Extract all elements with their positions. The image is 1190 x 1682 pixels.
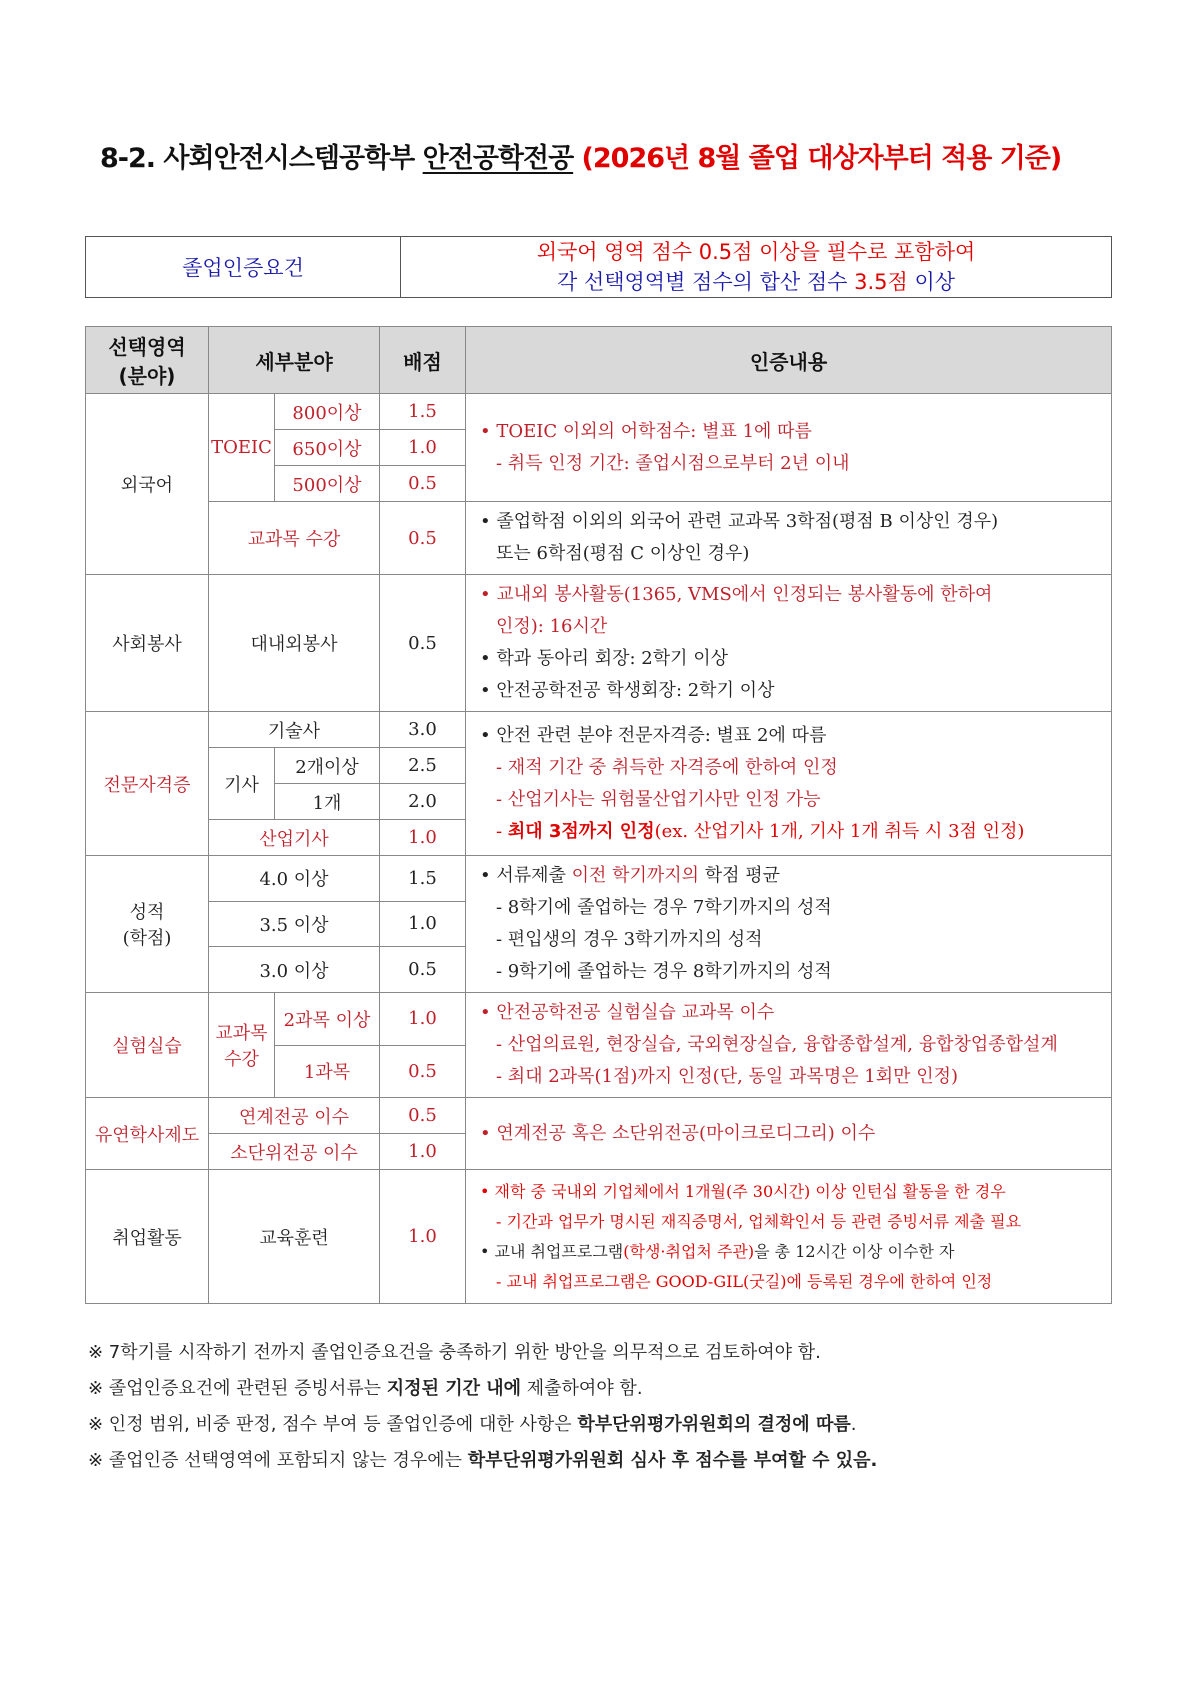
points: 1.0 xyxy=(380,430,466,466)
flex-content: • 연계전공 혹은 소단위전공(마이크로디그리) 이수 xyxy=(466,1098,1112,1170)
cert-sub: 2개이상 xyxy=(275,748,380,784)
flex-sub: 연계전공 이수 xyxy=(209,1098,380,1134)
foreign-course: 교과목 수강 xyxy=(209,502,380,575)
grade-sub: 3.5 이상 xyxy=(209,901,380,947)
grade-sub: 4.0 이상 xyxy=(209,856,380,902)
cert-group-gisa: 기사 xyxy=(209,748,275,820)
notes xyxy=(88,1335,877,1479)
points: 1.5 xyxy=(380,856,466,902)
table-row xyxy=(86,712,1112,748)
points: 0.5 xyxy=(380,1045,466,1098)
requirement-total-score: 3.5점 xyxy=(854,270,908,294)
header-content: 인증내용 xyxy=(466,327,1112,394)
requirement-value xyxy=(401,237,1112,298)
toeic-label: TOEIC xyxy=(209,394,275,502)
points: 1.0 xyxy=(380,901,466,947)
area-foreign: 외국어 xyxy=(86,394,209,575)
job-sub: 교육훈련 xyxy=(209,1170,380,1304)
points: 0.5 xyxy=(380,502,466,575)
job-content: • 재학 중 국내외 기업체에서 1개월(주 30시간) 이상 인턴십 활동을 한 경우 - 기간과 업무가 명시된 재직증명서, 업체확인서 등 관련 증빙서류 제출 필요 • 교내 취업프로그램(학생·취업처 주관)을 총 12시간 이상 이수한 자 - 교내 취업프로그램은 GOOD-GIL(굿길)에 등록된 경우에 한하여 인정 xyxy=(466,1170,1112,1304)
table-row xyxy=(86,394,1112,430)
grade-sub: 3.0 이상 xyxy=(209,947,380,993)
graduation-requirement-box xyxy=(85,236,1112,298)
points: 1.0 xyxy=(380,820,466,856)
header-subfield: 세부분야 xyxy=(209,327,380,394)
toeic-level: 650이상 xyxy=(275,430,380,466)
note-item: ※ 7학기를 시작하기 전까지 졸업인증요건을 충족하기 위한 방안을 의무적으로 검토하여야 함. xyxy=(88,1342,821,1363)
lab-content: • 안전공학전공 실험실습 교과목 이수 - 산업의료원, 현장실습, 국외현장실습, 융합종합설계, 융합창업종합설계 - 최대 2과목(1점)까지 인정(단, 동일 과목명은 1회만 인정) xyxy=(466,993,1112,1098)
area-lab: 실험실습 xyxy=(86,993,209,1098)
title-prefix: 8-2. 사회안전시스템공학부 xyxy=(100,143,423,174)
points: 1.5 xyxy=(380,394,466,430)
points: 0.5 xyxy=(380,466,466,502)
area-service: 사회봉사 xyxy=(86,575,209,712)
table-row xyxy=(86,856,1112,902)
foreign-content: • TOEIC 이외의 어학점수: 별표 1에 따름 - 취득 인정 기간: 졸업시점으로부터 2년 이내 xyxy=(466,394,1112,502)
page-title xyxy=(100,136,1061,175)
points: 2.5 xyxy=(380,748,466,784)
points: 0.5 xyxy=(380,947,466,993)
toeic-level: 800이상 xyxy=(275,394,380,430)
foreign-course-content: • 졸업학점 이외의 외국어 관련 교과목 3학점(평점 B 이상인 경우) 또는 6학점(평점 C 이상인 경우) xyxy=(466,502,1112,575)
toeic-level: 500이상 xyxy=(275,466,380,502)
points: 3.0 xyxy=(380,712,466,748)
points: 0.5 xyxy=(380,575,466,712)
header-area: 선택영역 (분야) xyxy=(86,327,209,394)
table-row xyxy=(86,1170,1112,1304)
requirement-line-1: 외국어 영역 점수 0.5점 이상을 필수로 포함하여 xyxy=(536,240,976,264)
points: 1.0 xyxy=(380,1170,466,1304)
cert-content: • 안전 관련 분야 전문자격증: 별표 2에 따름 - 재적 기간 중 취득한 자격증에 한하여 인정 - 산업기사는 위험물산업기사만 인정 가능 - 최대 3점까지 인정(ex. 산업기사 1개, 기사 1개 취득 시 3점 인정) xyxy=(466,712,1112,856)
certification-table xyxy=(85,326,1112,1304)
area-flex: 유연학사제도 xyxy=(86,1098,209,1170)
grades-content: • 서류제출 이전 학기까지의 학점 평균 - 8학기에 졸업하는 경우 7학기까지의 성적 - 편입생의 경우 3학기까지의 성적 - 9학기에 졸업하는 경우 8학기까지의 성적 xyxy=(466,856,1112,993)
note-item: ※ 졸업인증 선택영역에 포함되지 않는 경우에는 학부단위평가위원회 심사 후 점수를 부여할 수 있음. xyxy=(88,1450,878,1471)
area-grades: 성적 (학점) xyxy=(86,856,209,993)
area-job: 취업활동 xyxy=(86,1170,209,1304)
lab-group: 교과목 수강 xyxy=(209,993,275,1098)
lab-sub: 1과목 xyxy=(275,1045,380,1098)
requirement-line-2-a: 각 선택영역별 점수의 합산 점수 xyxy=(556,270,855,294)
cert-sub: 1개 xyxy=(275,784,380,820)
table-row xyxy=(86,575,1112,712)
points: 1.0 xyxy=(380,1134,466,1170)
lab-sub: 2과목 이상 xyxy=(275,993,380,1046)
table-row xyxy=(86,502,1112,575)
header-points: 배점 xyxy=(380,327,466,394)
service-content: • 교내외 봉사활동(1365, VMS에서 인정되는 봉사활동에 한하여 인정): 16시간 • 학과 동아리 회장: 2학기 이상 • 안전공학전공 학생회장: 2학기 이상 xyxy=(466,575,1112,712)
points: 1.0 xyxy=(380,993,466,1046)
requirement-line-2-c: 이상 xyxy=(907,270,956,294)
table-row xyxy=(86,993,1112,1046)
table-header-row xyxy=(86,327,1112,394)
table-row xyxy=(86,1098,1112,1134)
service-sub: 대내외봉사 xyxy=(209,575,380,712)
requirement-line-2 xyxy=(401,267,1111,297)
cert-sub: 기술사 xyxy=(209,712,380,748)
note-item: ※ 인정 범위, 비중 판정, 점수 부여 등 졸업인증에 대한 사항은 학부단위평가위원회의 결정에 따름. xyxy=(88,1414,857,1435)
area-certificates: 전문자격증 xyxy=(86,712,209,856)
note-item: ※ 졸업인증요건에 관련된 증빙서류는 지정된 기간 내에 제출하여야 함. xyxy=(88,1378,643,1399)
title-major: 안전공학전공 xyxy=(422,143,574,174)
points: 2.0 xyxy=(380,784,466,820)
cert-sub: 산업기사 xyxy=(209,820,380,856)
requirement-label: 졸업인증요건 xyxy=(86,237,401,298)
points: 0.5 xyxy=(380,1098,466,1134)
title-applicability: (2026년 8월 졸업 대상자부터 적용 기준) xyxy=(573,143,1062,174)
flex-sub: 소단위전공 이수 xyxy=(209,1134,380,1170)
